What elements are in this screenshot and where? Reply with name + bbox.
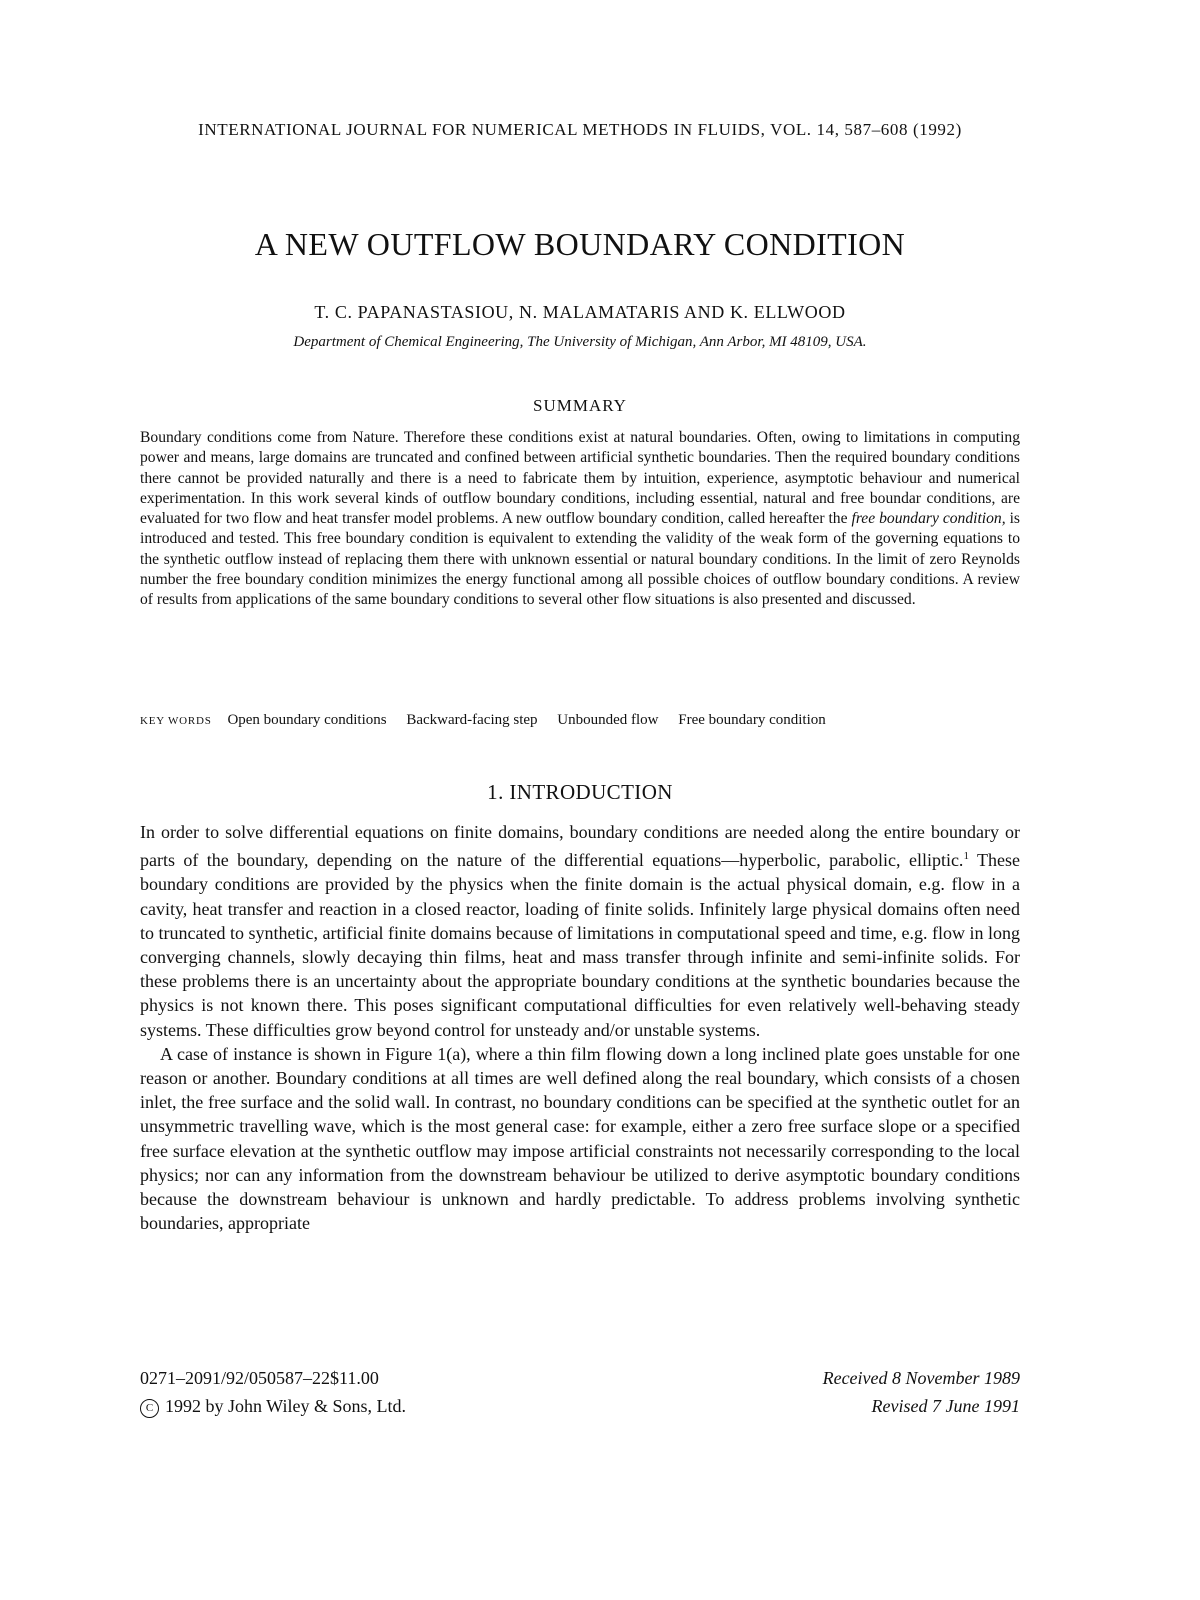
summary-text-part-1: Boundary conditions come from Nature. Therefore these conditions exist at natural boundaries. Often, owing to limitations in computing power and means, large domains are truncated and confined between artificial synthetic boundaries. Then the required boundary conditions there cannot be provided naturally and there is a need to fabricate them by intuition, experience, asymptotic behaviour and numerical experimentation. In this work several kinds of outflow boundary conditions, including essential, natural and free boundar conditions, are evaluated for two flow and heat transfer model problems. A new outflow boundary condition, called hereafter the	[140, 429, 1020, 528]
revised-date: Revised 7 June 1991	[871, 1396, 1020, 1416]
paragraph-2: A case of instance is shown in Figure 1(a), where a thin film flowing down a long inclined plate goes unstable for one reason or another. Boundary conditions at all times are well defined along the real boundary, which consists of a chosen inlet, the free surface and the solid wall. In contrast, no boundary conditions can be specified at the synthetic outlet for an unsymmetric travelling wave, which is the most general case: for example, either a zero free surface slope or a specified free surface elevation at the synthetic outflow may impose artificial constraints not necessarily corresponding to the local physics; nor can any information from the downstream behaviour be utilized to derive asymptotic boundary conditions because the downstream behaviour is unknown and hardly predictable. To address problems involving synthetic boundaries, appropriate	[140, 1043, 1020, 1234]
section-heading: 1. INTRODUCTION	[487, 780, 673, 804]
summary-text-part-2: is introduced and tested. This free boundary condition is equivalent to extending the validity of the weak form of the governing equations to the synthetic outflow instead of replacing them there with unknown essential or natural boundary conditions. In the limit of zero Reynolds number the free boundary condition minimizes the energy functional among all possible choices of outflow boundary conditions. A review of results from applications of the same boundary conditions to several other flow situations is also presented and discussed.	[140, 510, 1020, 609]
paragraph-1	[140, 820, 1020, 1042]
authors: T. C. PAPANASTASIOU, N. MALAMATARIS AND K. ELLWOOD	[314, 302, 846, 322]
keywords	[140, 712, 1020, 729]
running-head: INTERNATIONAL JOURNAL FOR NUMERICAL METHODS IN FLUIDS, VOL. 14, 587–608 (1992)	[198, 120, 962, 139]
reference-marker: 1	[963, 850, 969, 863]
keyword-item: Open boundary conditions	[227, 712, 387, 728]
footer-right	[823, 1364, 1020, 1420]
introduction-body	[140, 820, 1020, 1235]
copyright-line	[140, 1392, 406, 1420]
keyword-item: Free boundary condition	[678, 712, 826, 728]
paragraph-1-part-2: These boundary conditions are provided by the physics when the finite domain is the actual physical domain, e.g. flow in a cavity, heat transfer and reaction in a closed reactor, loading of finite solids. Infinitely large physical domains often need to truncated to synthetic, artificial finite domains because of limitations in computational speed and time, e.g. flow in long converging channels, slowly decaying thin films, heat and mass transfer through infinite and semi-infinite solids. For these problems there is an uncertainty about the appropriate boundary conditions at the synthetic boundaries because the physics is not known there. This poses significant computational difficulties for even relatively well-behaving steady systems. These difficulties grow beyond control for unsteady and/or unstable systems.	[140, 850, 1020, 1040]
summary-text	[140, 428, 1020, 611]
summary-heading: SUMMARY	[533, 396, 627, 415]
keyword-item: Unbounded flow	[557, 712, 659, 728]
received-date: Received 8 November 1989	[822, 1368, 1020, 1388]
affiliation: Department of Chemical Engineering, The University of Michigan, Ann Arbor, MI 48109, USA.	[293, 334, 867, 350]
copyright-icon: C	[140, 1399, 159, 1418]
keyword-item: Backward-facing step	[406, 712, 538, 728]
paragraph-1-part-1: In order to solve differential equations on finite domains, boundary conditions are needed along the entire boundary or parts of the boundary, depending on the nature of the differential equations—hyperbolic, parabolic, elliptic.	[140, 822, 1020, 871]
article-title: A NEW OUTFLOW BOUNDARY CONDITION	[254, 226, 906, 262]
keywords-label: KEY WORDS	[140, 715, 212, 727]
summary-italic-term: free boundary condition,	[851, 510, 1006, 528]
article-code: 0271–2091/92/050587–22$11.00	[140, 1368, 379, 1388]
copyright-text: 1992 by John Wiley & Sons, Ltd.	[165, 1396, 406, 1416]
footer-left	[140, 1364, 406, 1420]
